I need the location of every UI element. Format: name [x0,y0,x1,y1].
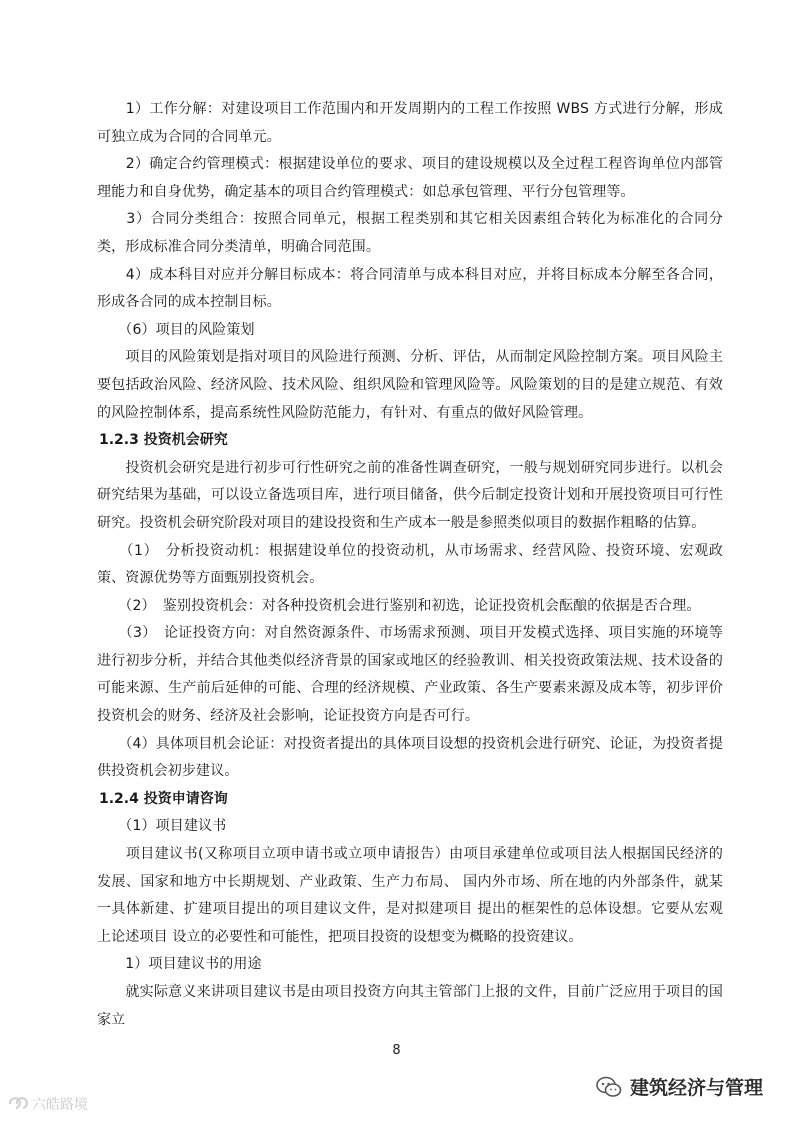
paragraph-identify-opportunity: （2） 鉴别投资机会：对各种投资机会进行鉴别和初选，论证投资机会酝酿的依据是否合理。 [97,597,701,614]
paragraph-opportunity-study: 投资机会研究是进行初步可行性研究之前的准备性调查研究，一般与规划研究同步进行。以机会研究结果为基础，可以设立备选项目库，进行项目储备，供今后制定投资计划和开展投资项目可行性研究。投资机会研究阶段对项目的建设投资和生产成本一般是参照类似项目的数据作粗略的估算。 [97,459,723,531]
paragraph-contract-mode: 2）确定合约管理模式：根据建设单位的要求、项目的建设规模以及全过程工程咨询单位内部管理能力和自身优势，确定基本的项目合约管理模式：如总承包管理、平行分包管理等。 [97,156,723,200]
wechat-icon [596,1076,622,1098]
paragraph-cost-targets: 4）成本科目对应并分解目标成本：将合同清单与成本科目对应，并将目标成本分解至各合同，形成各合同的成本控制目标。 [97,266,723,311]
paragraph-contract-classification: 3）合同分类组合：按照合同单元，根据工程类别和其它相关因素组合转化为标准化的合同分类，形成标准合同分类清单，明确合同范围。 [97,211,723,255]
paragraph-project-proposal: 项目建议书(又称项目立项申请书或立项申请报告）由项目承建单位或项目法人根据国民经济的发展、国家和地方中长期规划、产业政策、生产力布局、 国内外市场、所在地的内外部条件，就某一具体新建、扩建项目提出的项目建议文件，是对拟建项目 提出的框架性的总体设想。它要从宏观上论述项目 设立的必要性和可能性，把项目投资的设想变为概略的投资建议。 [97,846,723,945]
corner-watermark [6,1094,88,1114]
subheading-project-proposal: （1）项目建议书 [97,818,227,835]
paragraph-risk-planning: 项目的风险策划是指对项目的风险进行预测、分析、评估，从而制定风险控制方案。项目风险主要包括政治风险、经济风险、技术风险、组织风险和管理风险等。风险策划的目的是建立规范、有效的风险控制体系，提高系统性风险防范能力，有针对、有重点的做好风险管理。 [97,349,723,421]
paragraph-investment-direction: （3） 论证投资方向：对自然资源条件、市场需求预测、项目开发模式选择、项目实施的环境等进行初步分析，并结合其他类似经济背景的国家或地区的经验教训、相关投资政策法规、技术设备的可能来源、生产前后延伸的可能、合理的经济规模、产业政策、各生产要素来源及成本等，初步评价投资机会的财务、经济及社会影响，论证投资方向是否可行。 [97,625,723,725]
watermark-account-name: 建筑经济与管理 [629,1077,763,1099]
section-heading-1-2-4: 1.2.4 投资申请咨询 [99,790,228,807]
section-heading-1-2-3: 1.2.3 投资机会研究 [99,432,228,449]
subheading-risk-planning: （6）项目的风险策划 [97,321,255,338]
paragraph-project-demonstration: （4）具体项目机会论证：对投资者提出的具体项目设想的投资机会进行研究、论证，为投资者提供投资机会初步建议。 [97,735,723,780]
page-number: 8 [392,1043,401,1058]
paragraph-analyze-motive: （1） 分析投资动机：根据建设单位的投资动机，从市场需求、经营风险、投资环境、宏观政策、资源优势等方面甄别投资机会。 [97,542,723,587]
document-body [97,96,723,1034]
watermark-logo-icon [6,1095,28,1113]
wechat-watermark [596,1073,763,1100]
watermark-text: 六皓路境 [32,1097,88,1113]
subheading-proposal-usage: 1）项目建议书的用途 [97,956,262,973]
paragraph-wbs: 1）工作分解：对建设项目工作范围内和开发周期内的工程工作按照 WBS 方式进行分解，形成可独立成为合同的合同单元。 [97,101,723,145]
paragraph-proposal-usage: 就实际意义来讲项目建议书是由项目投资方向其主管部门上报的文件，目前广泛应用于项目的国家立 [97,984,723,1028]
